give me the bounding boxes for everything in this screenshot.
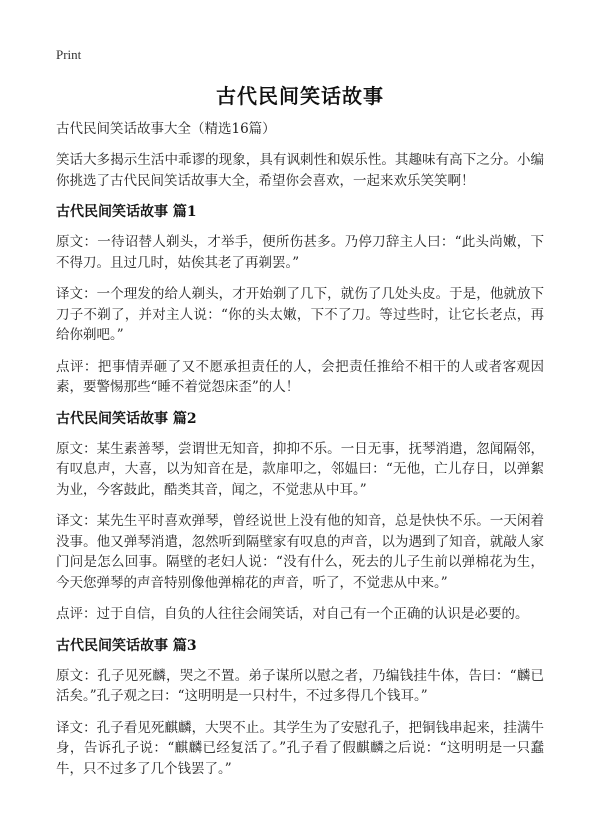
section-heading: 古代民间笑话故事 篇1 — [56, 204, 197, 220]
section-heading: 古代民间笑话故事 篇3 — [56, 637, 197, 654]
translation-paragraph: 译文：一个理发的给人剃头，才开始剃了几下，就伤了几处头皮。于是，他就放下刀子不剃了，并对主人说：“你的头太嫩，下不了刀。等过些时，让它长老点，再给你剃吧。” — [56, 286, 544, 343]
section-heading: 古代民间笑话故事 篇2 — [56, 410, 197, 427]
story-section-3 — [56, 636, 544, 780]
commentary-paragraph: 点评：过于自信，自负的人往往会闹笑话，对自己有一个正确的认识是必要的。 — [56, 606, 529, 622]
original-text-paragraph: 原文：孔子见死麟，哭之不置。弟子谋所以慰之者，乃编钱挂牛体，告曰：“麟已活矣。”孔子观之曰：“这明明是一只村牛，不过多得几个钱耳。” — [56, 667, 544, 704]
article-body — [56, 119, 544, 790]
story-section-1 — [56, 202, 544, 398]
print-link[interactable]: Print — [56, 47, 82, 62]
article-subtitle: 古代民间笑话故事大全（精选16篇） — [56, 121, 276, 137]
original-text-paragraph: 原文：一待诏替人剃头，才举手，便所伤甚多。乃停刀辞主人曰：“此头尚嫩，下不得刀。且过几时，姑俟其老了再剃罢。” — [56, 234, 544, 271]
original-text-paragraph: 原文：某生素善琴，尝谓世无知音，抑抑不乐。一日无事，抚琴消遣，忽闻隔邻，有叹息声，大喜，以为知音在是，款扉叩之，邻媪曰：“无他，亡儿存日，以弹絮为业，今客鼓此，酷类其音，闻之，不觉悲从中耳。” — [56, 440, 544, 498]
intro-paragraph: 笑话大多揭示生活中乖谬的现象，具有讽刺性和娱乐性。其趣味有高下之分。小编你挑选了古代民间笑话故事大全，希望你会喜欢，一起来欢乐笑笑啊！ — [56, 152, 544, 189]
translation-paragraph: 译文：孔子看见死麒麟，大哭不止。其学生为了安慰孔子，把铜钱串起来，挂满牛身，告诉孔子说：“麒麟已经复活了。”孔子看了假麒麟之后说：“这明明是一只蠢牛，只不过多了几个钱罢了。” — [56, 719, 544, 777]
commentary-paragraph: 点评：把事情弄砸了又不愿承担责任的人，会把责任推给不相干的人或者客观因素，要警惕那些“睡不着觉怨床歪”的人！ — [56, 358, 544, 395]
translation-paragraph: 译文：某先生平时喜欢弹琴，曾经说世上没有他的知音，总是快快不乐。一天闲着没事。他又弹琴消遣，忽然听到隔壁家有叹息的声音，以为遇到了知音，就敲人家门问是怎么回事。隔壁的老妇人说：“没有什么，死去的儿子生前以弹棉花为生，今天您弹琴的声音特别像他弹棉花的声音，听了，不觉悲从中来。” — [56, 513, 544, 591]
story-section-2 — [56, 409, 544, 625]
page-title: 古代民间笑话故事 — [216, 84, 384, 108]
